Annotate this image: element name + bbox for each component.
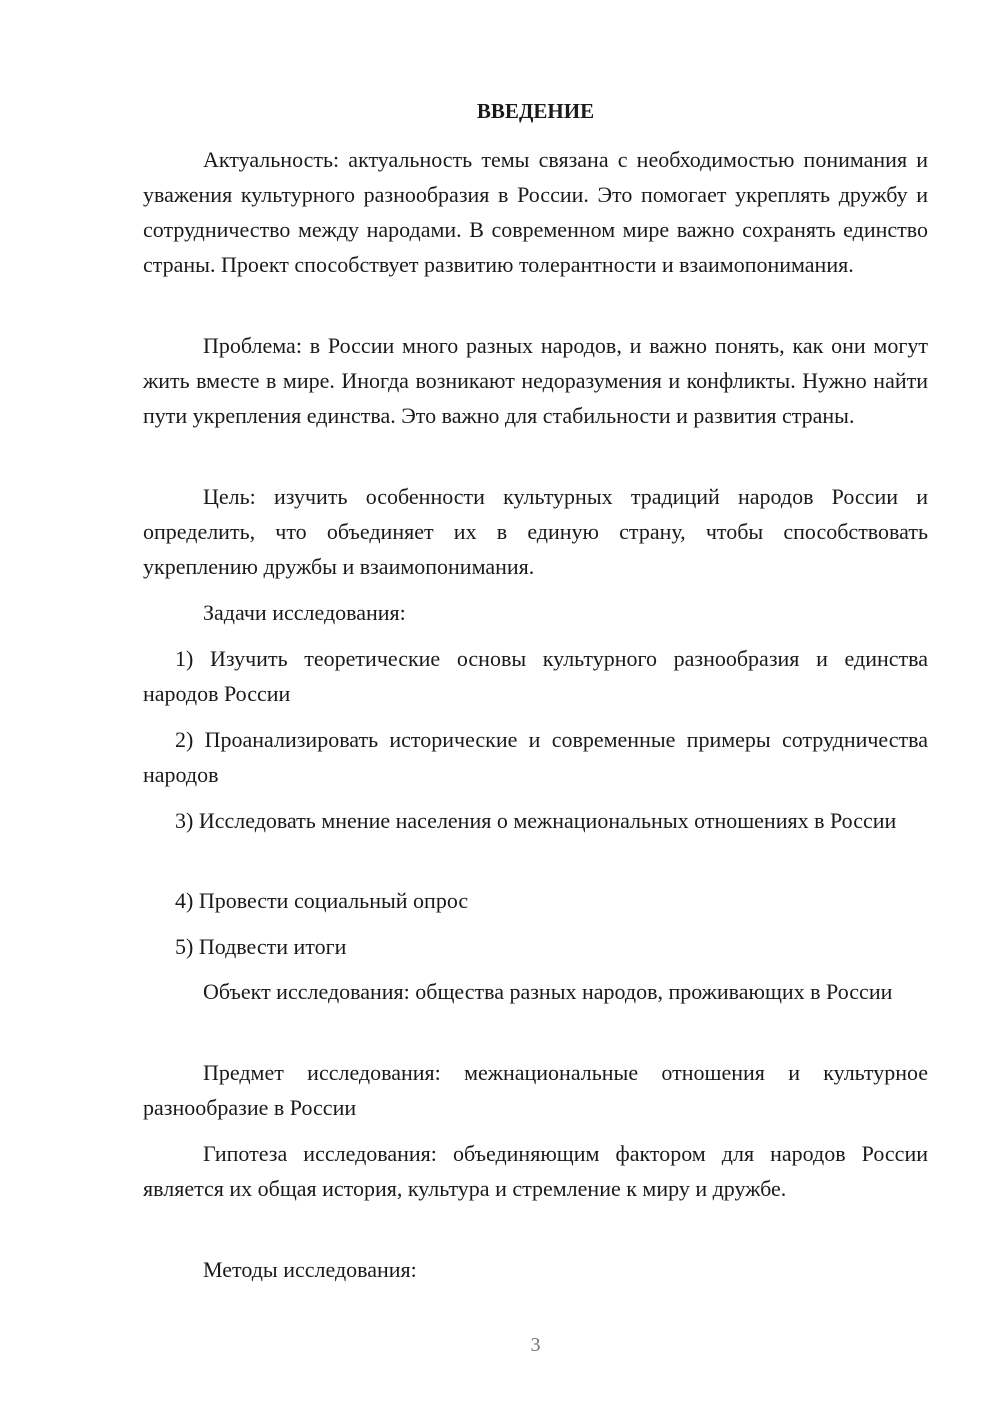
task-item: 2) Проанализировать исторические и современные примеры сотрудничества народов — [143, 727, 928, 787]
hypothesis-paragraph: Гипотеза исследования: объединяющим фактором для народов России является их общая история, культура и стремление к миру и дружбе. — [143, 1141, 928, 1201]
task-item: 3) Исследовать мнение населения о межнациональных отношениях в России — [175, 808, 897, 833]
subject-paragraph: Предмет исследования: межнациональные отношения и культурное разнообразие в России — [143, 1060, 928, 1120]
problem-paragraph: Проблема: в России много разных народов, и важно понять, как они могут жить вместе в мире. Иногда возникают недоразумения и конфликты. Нужно найти пути укрепления единства. Это важно для стабильности и развития страны. — [143, 333, 928, 428]
goal-paragraph: Цель: изучить особенности культурных традиций народов России и определить, что объединяет их в единую страну, чтобы способствовать укреплению дружбы и взаимопонимания. — [143, 484, 928, 579]
page-title: ВВЕДЕНИЕ — [476, 99, 595, 123]
relevance-paragraph: Актуальность: актуальность темы связана с необходимостью понимания и уважения культурного разнообразия в России. Это помогает укреплять дружбу и сотрудничество между народами. В современном мире важно сохранять единство страны. Проект способствует развитию толерантности и взаимопонимания. — [143, 147, 928, 277]
document-page — [143, 0, 928, 1414]
tasks-heading: Задачи исследования: — [203, 600, 406, 625]
object-paragraph: Объект исследования: общества разных народов, проживающих в России — [203, 979, 893, 1004]
task-item: 4) Провести социальный опрос — [175, 888, 469, 913]
task-item: 5) Подвести итоги — [175, 934, 347, 959]
methods-heading: Методы исследования: — [203, 1257, 417, 1282]
task-item: 1) Изучить теоретические основы культурного разнообразия и единства народов России — [143, 646, 928, 706]
page-number: 3 — [530, 1334, 541, 1356]
